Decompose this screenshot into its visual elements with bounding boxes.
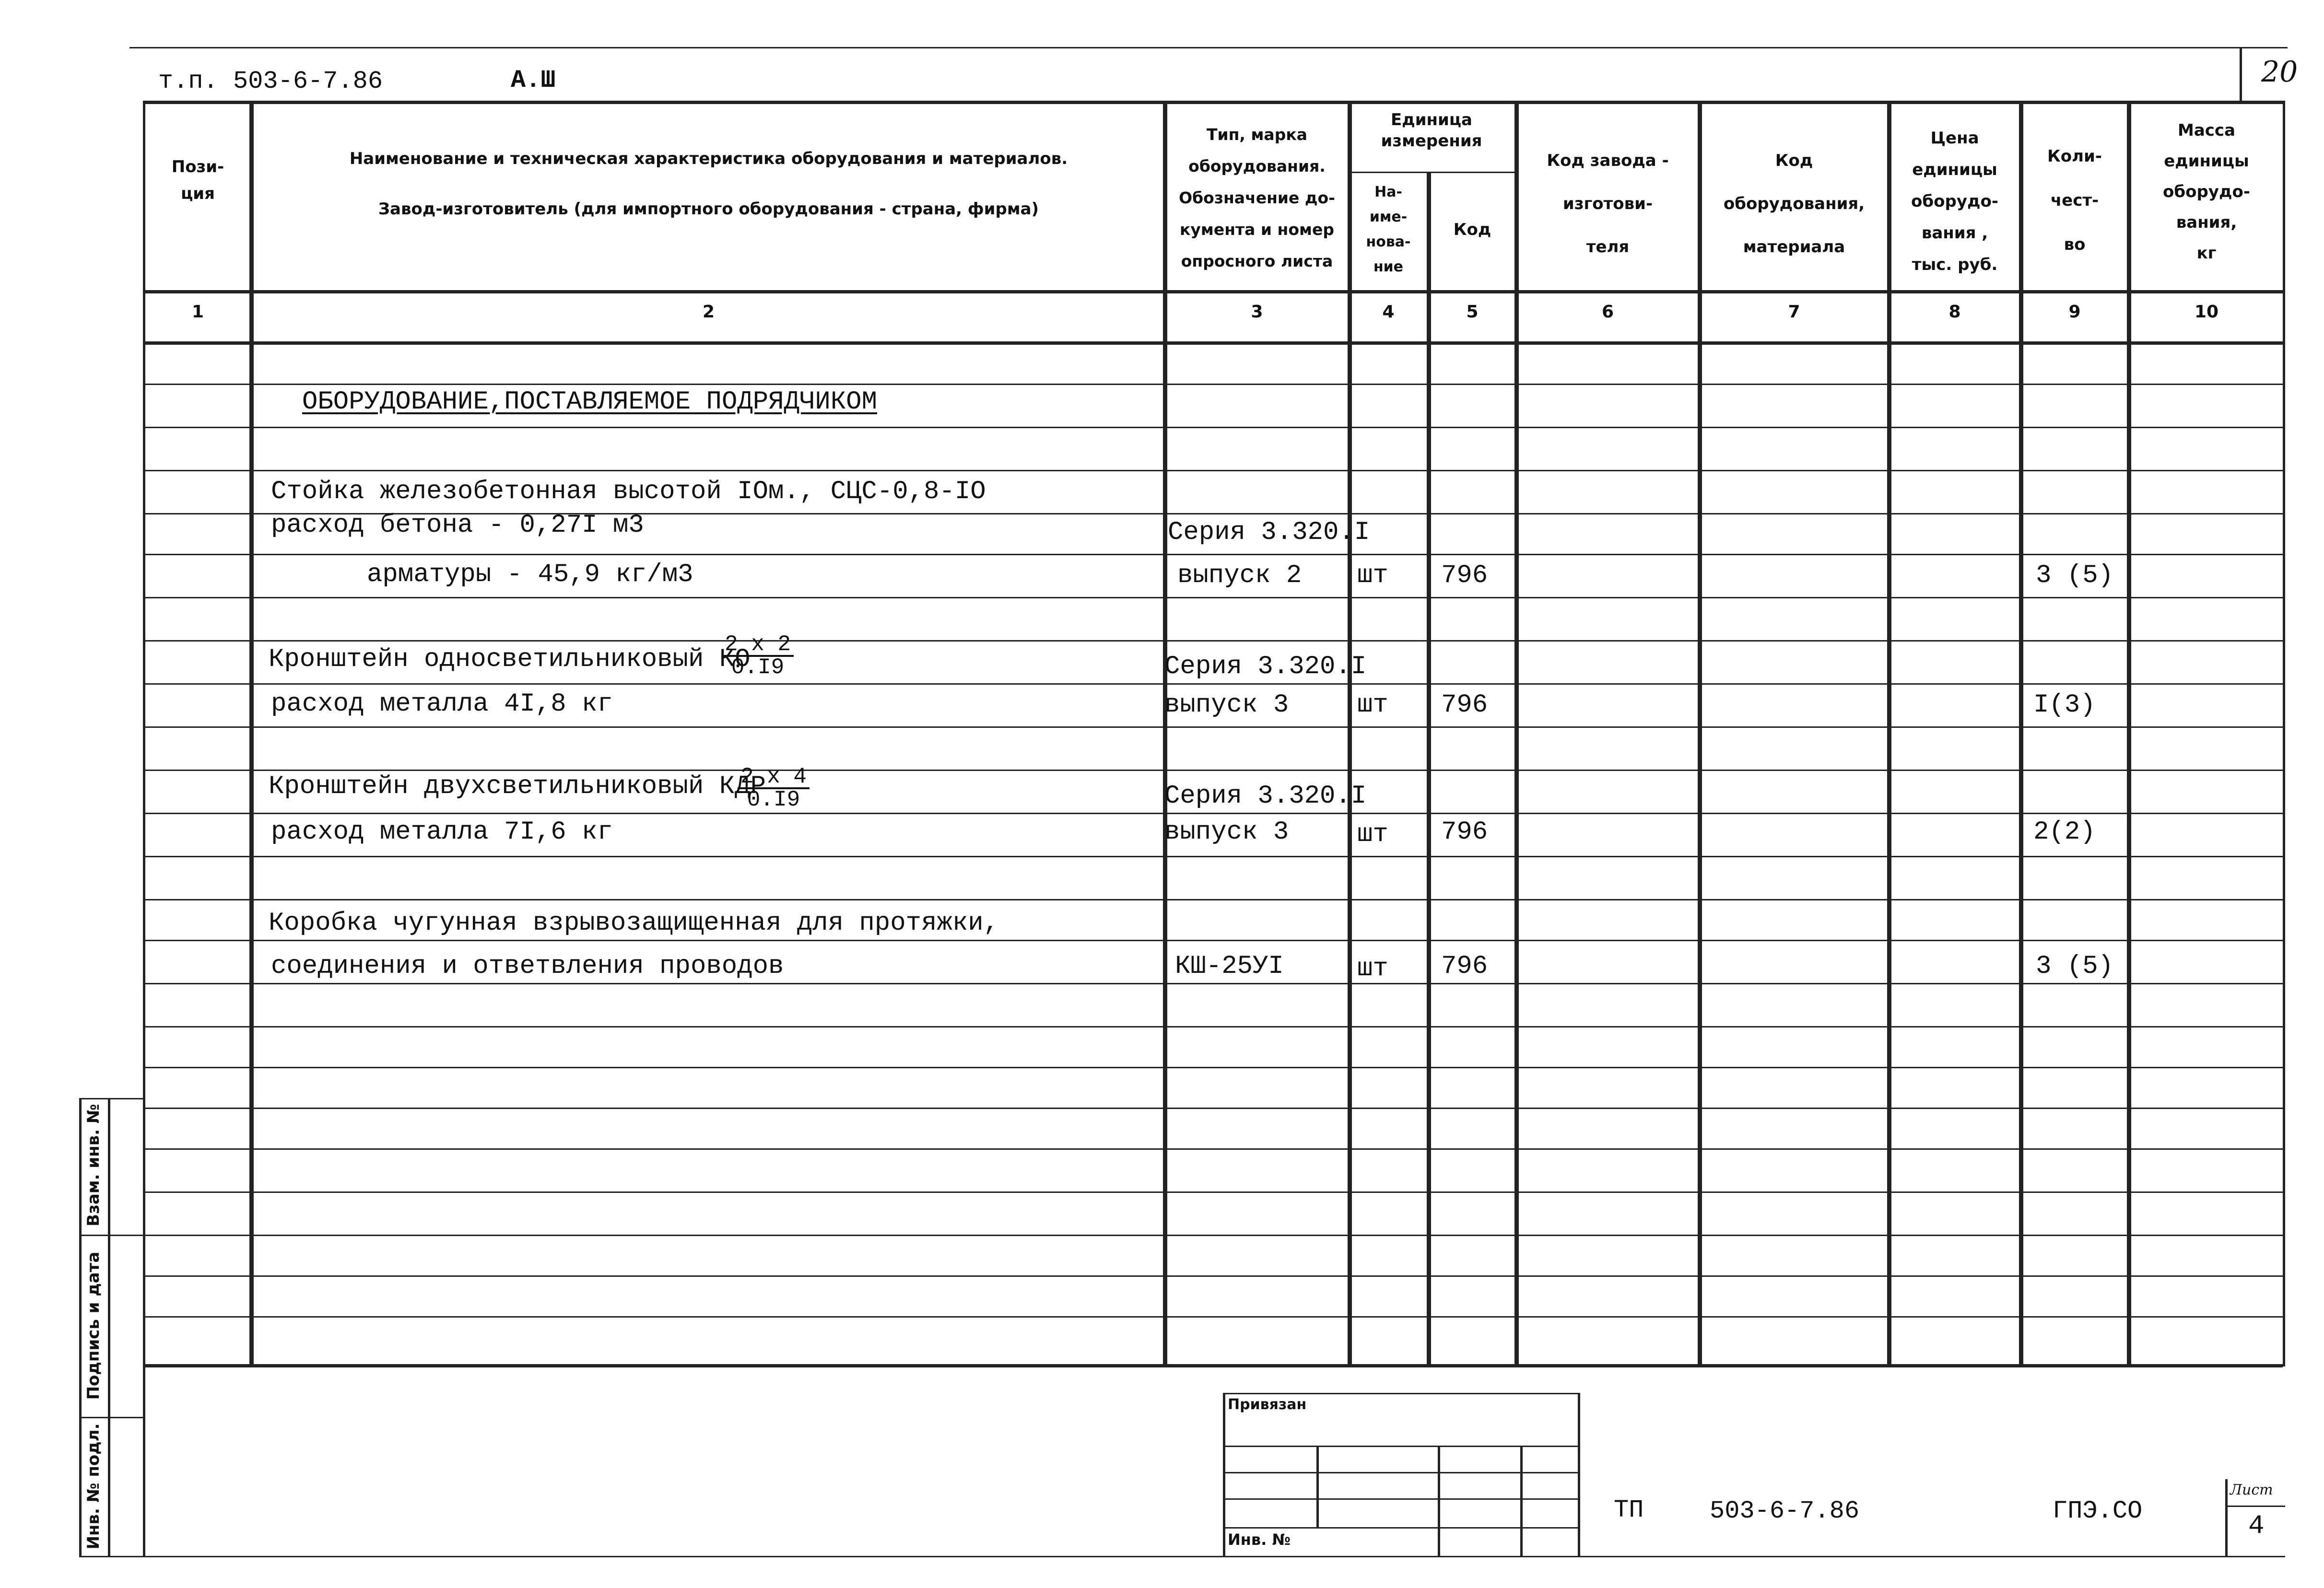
item-name: Кронштейн двухсветильниковый КДР [269,772,766,801]
col-number-8: 8 [1948,302,1961,322]
item-name: Стойка железобетонная высотой IOм., СЦС-0,8-IO [271,477,986,506]
side-stamp-inv-podl: Инв. № подл. [84,1423,103,1550]
item-name: расход металла 7I,6 кг [271,817,613,847]
col-number-7: 7 [1788,302,1800,322]
header-name-line1: Наименование и техническая характеристика оборудования и материалов. [349,149,1068,168]
title-code: 503-6-7.86 [1710,1497,1860,1525]
item-quantity: 2(2) [2033,817,2096,847]
item-unit: шт [1357,561,1388,590]
header-price: Цена единицы оборудо- вания , тыс. руб. [1911,128,1998,274]
section-title: ОБОРУДОВАНИЕ,ПОСТАВЛЯЕМОЕ ПОДРЯДЧИКОМ [302,387,877,417]
col-number-9: 9 [2068,302,2081,322]
side-stamp-replace-inv: Взам. инв. № [84,1104,103,1226]
item-unit: шт [1357,954,1388,983]
fraction-denominator: 0.I9 [731,655,785,680]
header-unit-code: Код [1453,220,1491,239]
item-type: выпуск 3 [1164,817,1289,847]
side-stamp-signature-date: Подпись и дата [84,1251,103,1400]
item-fraction [722,634,794,678]
item-unit-code: 796 [1441,690,1488,720]
header-type: Тип, марка оборудования. Обозначение до- кумента и номер опросного листа [1179,125,1335,270]
title-mark: ГПЭ.СО [2053,1497,2143,1525]
frame-left [143,1364,145,1556]
item-quantity: I(3) [2033,690,2096,720]
col-number-5: 5 [1466,302,1479,322]
item-unit: шт [1357,820,1388,849]
album-label: А.Ш [511,66,556,94]
page-number-box-left [2240,47,2242,104]
col-number-6: 6 [1601,302,1614,322]
item-unit: шт [1357,690,1388,720]
binding-label: Привязан [1228,1396,1307,1413]
item-name: Коробка чугунная взрывозащищенная для протяжки, [269,909,999,938]
fraction-numerator: 2 х 2 [722,634,794,657]
item-unit-code: 796 [1441,817,1488,847]
top-border [129,47,2288,48]
binding-inv-label: Инв. № [1228,1530,1291,1549]
fraction-denominator: 0.I9 [747,787,800,812]
col-number-2: 2 [702,302,715,322]
item-type: Серия 3.320.I [1164,782,1367,811]
header-unit-group: Единица измерения [1381,110,1482,151]
item-name: Кронштейн односветильниковый КО [269,645,751,674]
item-name: арматуры - 45,9 кг/м3 [367,560,693,589]
page-number: 20 [2261,55,2298,89]
header-position: Пози- ция [171,157,224,203]
col-number-4: 4 [1382,302,1395,322]
item-type: Серия 3.320.I [1168,518,1370,547]
fraction-numerator: 2 х 4 [738,766,810,789]
sheet-label: Лист [2230,1482,2273,1498]
item-type: выпуск 2 [1177,561,1302,590]
header-unit-name: На- име- нова- ние [1366,184,1411,275]
col-number-1: 1 [191,302,204,322]
item-type: Серия 3.320.I [1164,652,1367,681]
item-unit-code: 796 [1441,561,1488,590]
frame-bottom [79,1556,2285,1557]
item-unit-code: 796 [1441,952,1488,981]
item-name: расход бетона - 0,27I м3 [271,511,644,540]
item-type: выпуск 3 [1164,690,1289,720]
header-equipment-code: Код оборудования, материала [1723,151,1865,257]
col-number-3: 3 [1251,302,1263,322]
sheet-number: 4 [2248,1510,2265,1541]
item-name: соединения и ответвления проводов [271,952,784,981]
item-quantity: 3 (5) [2036,561,2114,590]
item-name: расход металла 4I,8 кг [271,689,613,719]
title-tp: ТП [1614,1496,1644,1524]
item-type: КШ-25УI [1175,952,1284,981]
doc-code-top: т.п. 503-6-7.86 [158,67,383,95]
col-number-10: 10 [2194,302,2219,322]
item-quantity: 3 (5) [2036,952,2114,981]
header-factory-code: Код завода - изготови- теля [1547,151,1669,257]
item-fraction [738,766,810,810]
header-name-line2: Завод-изготовитель (для импортного оборудования - страна, фирма) [378,199,1039,219]
header-quantity: Коли- чест- во [2047,147,2102,254]
header-mass: Масса единицы оборудо- вания, кг [2163,121,2250,263]
